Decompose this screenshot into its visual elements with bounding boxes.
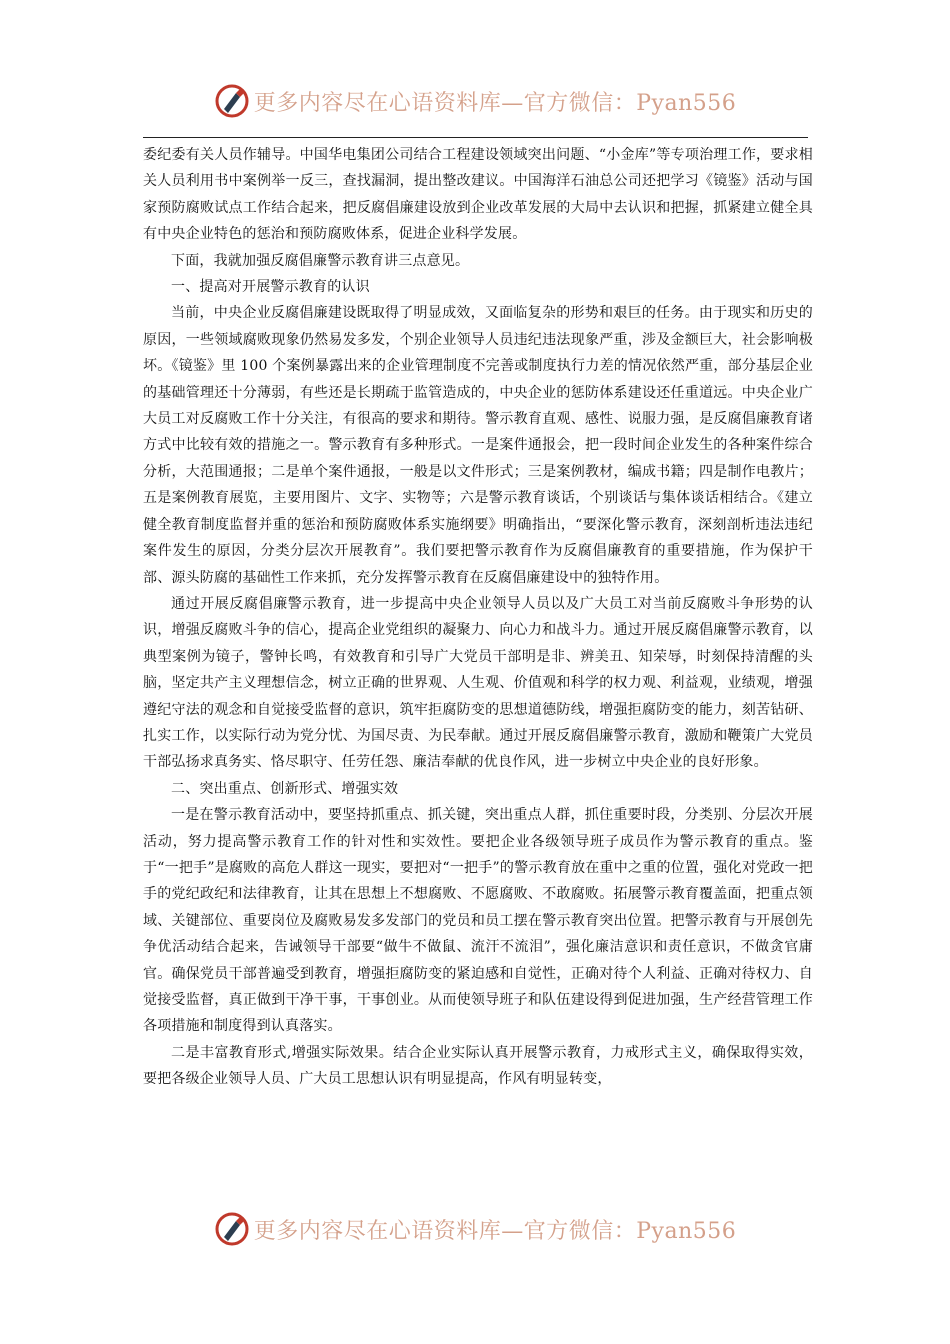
header-divider <box>143 137 808 138</box>
paragraph: 下面，我就加强反腐倡廉警示教育讲三点意见。 <box>171 252 470 269</box>
document-body <box>143 142 813 1093</box>
paragraph: 一是在警示教育活动中，要坚持抓重点、抓关键，突出重点人群，抓住重要时段，分类别、分层次开展活动，努力提高警示教育工作的针对性和实效性。要把企业各级领导班子成员作为警示教育的重点。鉴于“一把手”是腐败的高危人群这一现实，要把对“一把手”的警示教育放在重中之重的位置，强化对党政一把手的党纪政纪和法律教育，让其在思想上不想腐败、不愿腐败、不敢腐败。拓展警示教育覆盖面，把重点领域、关键部位、重要岗位及腐败易发多发部门的党员和员工摆在警示教育突出位置。把警示教育与开展创先争优活动结合起来，告诫领导干部要“做牛不做鼠、流汗不流泪”，强化廉洁意识和责任意识，不做贪官庸官。确保党员干部普遍受到教育，增强拒腐防变的紧迫感和自觉性，正确对待个人利益、正确对待权力、自觉接受监督，真正做到干净干事，干事创业。从而使领导班子和队伍建设得到促进加强，生产经营管理工作各项措施和制度得到认真落实。 <box>143 807 813 1035</box>
paragraph: 委纪委有关人员作辅导。中国华电集团公司结合工程建设领域突出问题、“小金库”等专项治理工作，要求相关人员利用书中案例举一反三，查找漏洞，提出整改建议。中国海洋石油总公司还把学习《镜鉴》活动与国家预防腐败试点工作结合起来，把反腐倡廉建设放到企业改革发展的大局中去认识和把握，抓紧建立健全具有中央企业特色的惩治和预防腐败体系，促进企业科学发展。 <box>143 147 813 243</box>
header-banner-text: 更多内容尽在心语资料库—官方微信：Pyan556 <box>253 90 737 116</box>
footer-banner-text: 更多内容尽在心语资料库—官方微信：Pyan556 <box>253 1218 737 1244</box>
brand-logo-icon <box>214 83 250 119</box>
footer-banner <box>0 1204 950 1254</box>
section-heading: 一、提高对开展警示教育的认识 <box>171 279 370 296</box>
paragraph: 二是丰富教育形式,增强实际效果。结合企业实际认真开展警示教育，力戒形式主义，确保取得实效，要把各级企业领导人员、广大员工思想认识有明显提高，作风有明显转变， <box>143 1044 813 1088</box>
paragraph: 通过开展反腐倡廉警示教育，进一步提高中央企业领导人员以及广大员工对当前反腐败斗争形势的认识，增强反腐败斗争的信心，提高企业党组织的凝聚力、向心力和战斗力。通过开展反腐倡廉警示教育，以典型案例为镜子，警钟长鸣，有效教育和引导广大党员干部明是非、辨美丑、知荣辱，时刻保持清醒的头脑，坚定共产主义理想信念，树立正确的世界观、人生观、价值观和科学的权力观、利益观，业绩观，增强遵纪守法的观念和自觉接受监督的意识，筑牢拒腐防变的思想道德防线，增强拒腐防变的能力，刻苦钻研、扎实工作，以实际行动为党分忧、为国尽责、为民奉献。通过开展反腐倡廉警示教育，激励和鞭策广大党员干部弘扬求真务实、恪尽职守、任劳任怨、廉洁奉献的优良作风，进一步树立中央企业的良好形象。 <box>143 595 813 771</box>
paragraph: 当前，中央企业反腐倡廉建设既取得了明显成效，又面临复杂的形势和艰巨的任务。由于现实和历史的原因，一些领域腐败现象仍然易发多发，个别企业领导人员违纪违法现象严重，涉及金额巨大，社会影响极坏。《镜鉴》里 100 个案例暴露出来的企业管理制度不完善或制度执行力差的情况依然严重，部分基层企业的基础管理还十分薄弱，有些还是长期疏于监管造成的，中央企业的惩防体系建设还任重道远。中央企业广大员工对反腐败工作十分关注，有很高的要求和期待。警示教育直观、感性、说服力强，是反腐倡廉教育诸方式中比较有效的措施之一。警示教育有多种形式。一是案件通报会，把一段时间企业发生的各种案件综合分析，大范围通报；二是单个案件通报，一般是以文件形式；三是案例教材，编成书籍；四是制作电教片；五是案例教育展览，主要用图片、文字、实物等；六是警示教育谈话，个别谈话与集体谈话相结合。《建立健全教育制度监督并重的惩治和预防腐败体系实施纲要》明确指出，“要深化警示教育，深刻剖析违法违纪案件发生的原因，分类分层次开展教育”。我们要把警示教育作为反腐倡廉教育的重要措施，作为保护干部、源头防腐的基础性工作来抓，充分发挥警示教育在反腐倡廉建设中的独特作用。 <box>143 305 813 586</box>
brand-logo-icon <box>214 1211 250 1247</box>
section-heading: 二、突出重点、创新形式、增强实效 <box>171 780 399 797</box>
header-banner <box>0 76 950 126</box>
